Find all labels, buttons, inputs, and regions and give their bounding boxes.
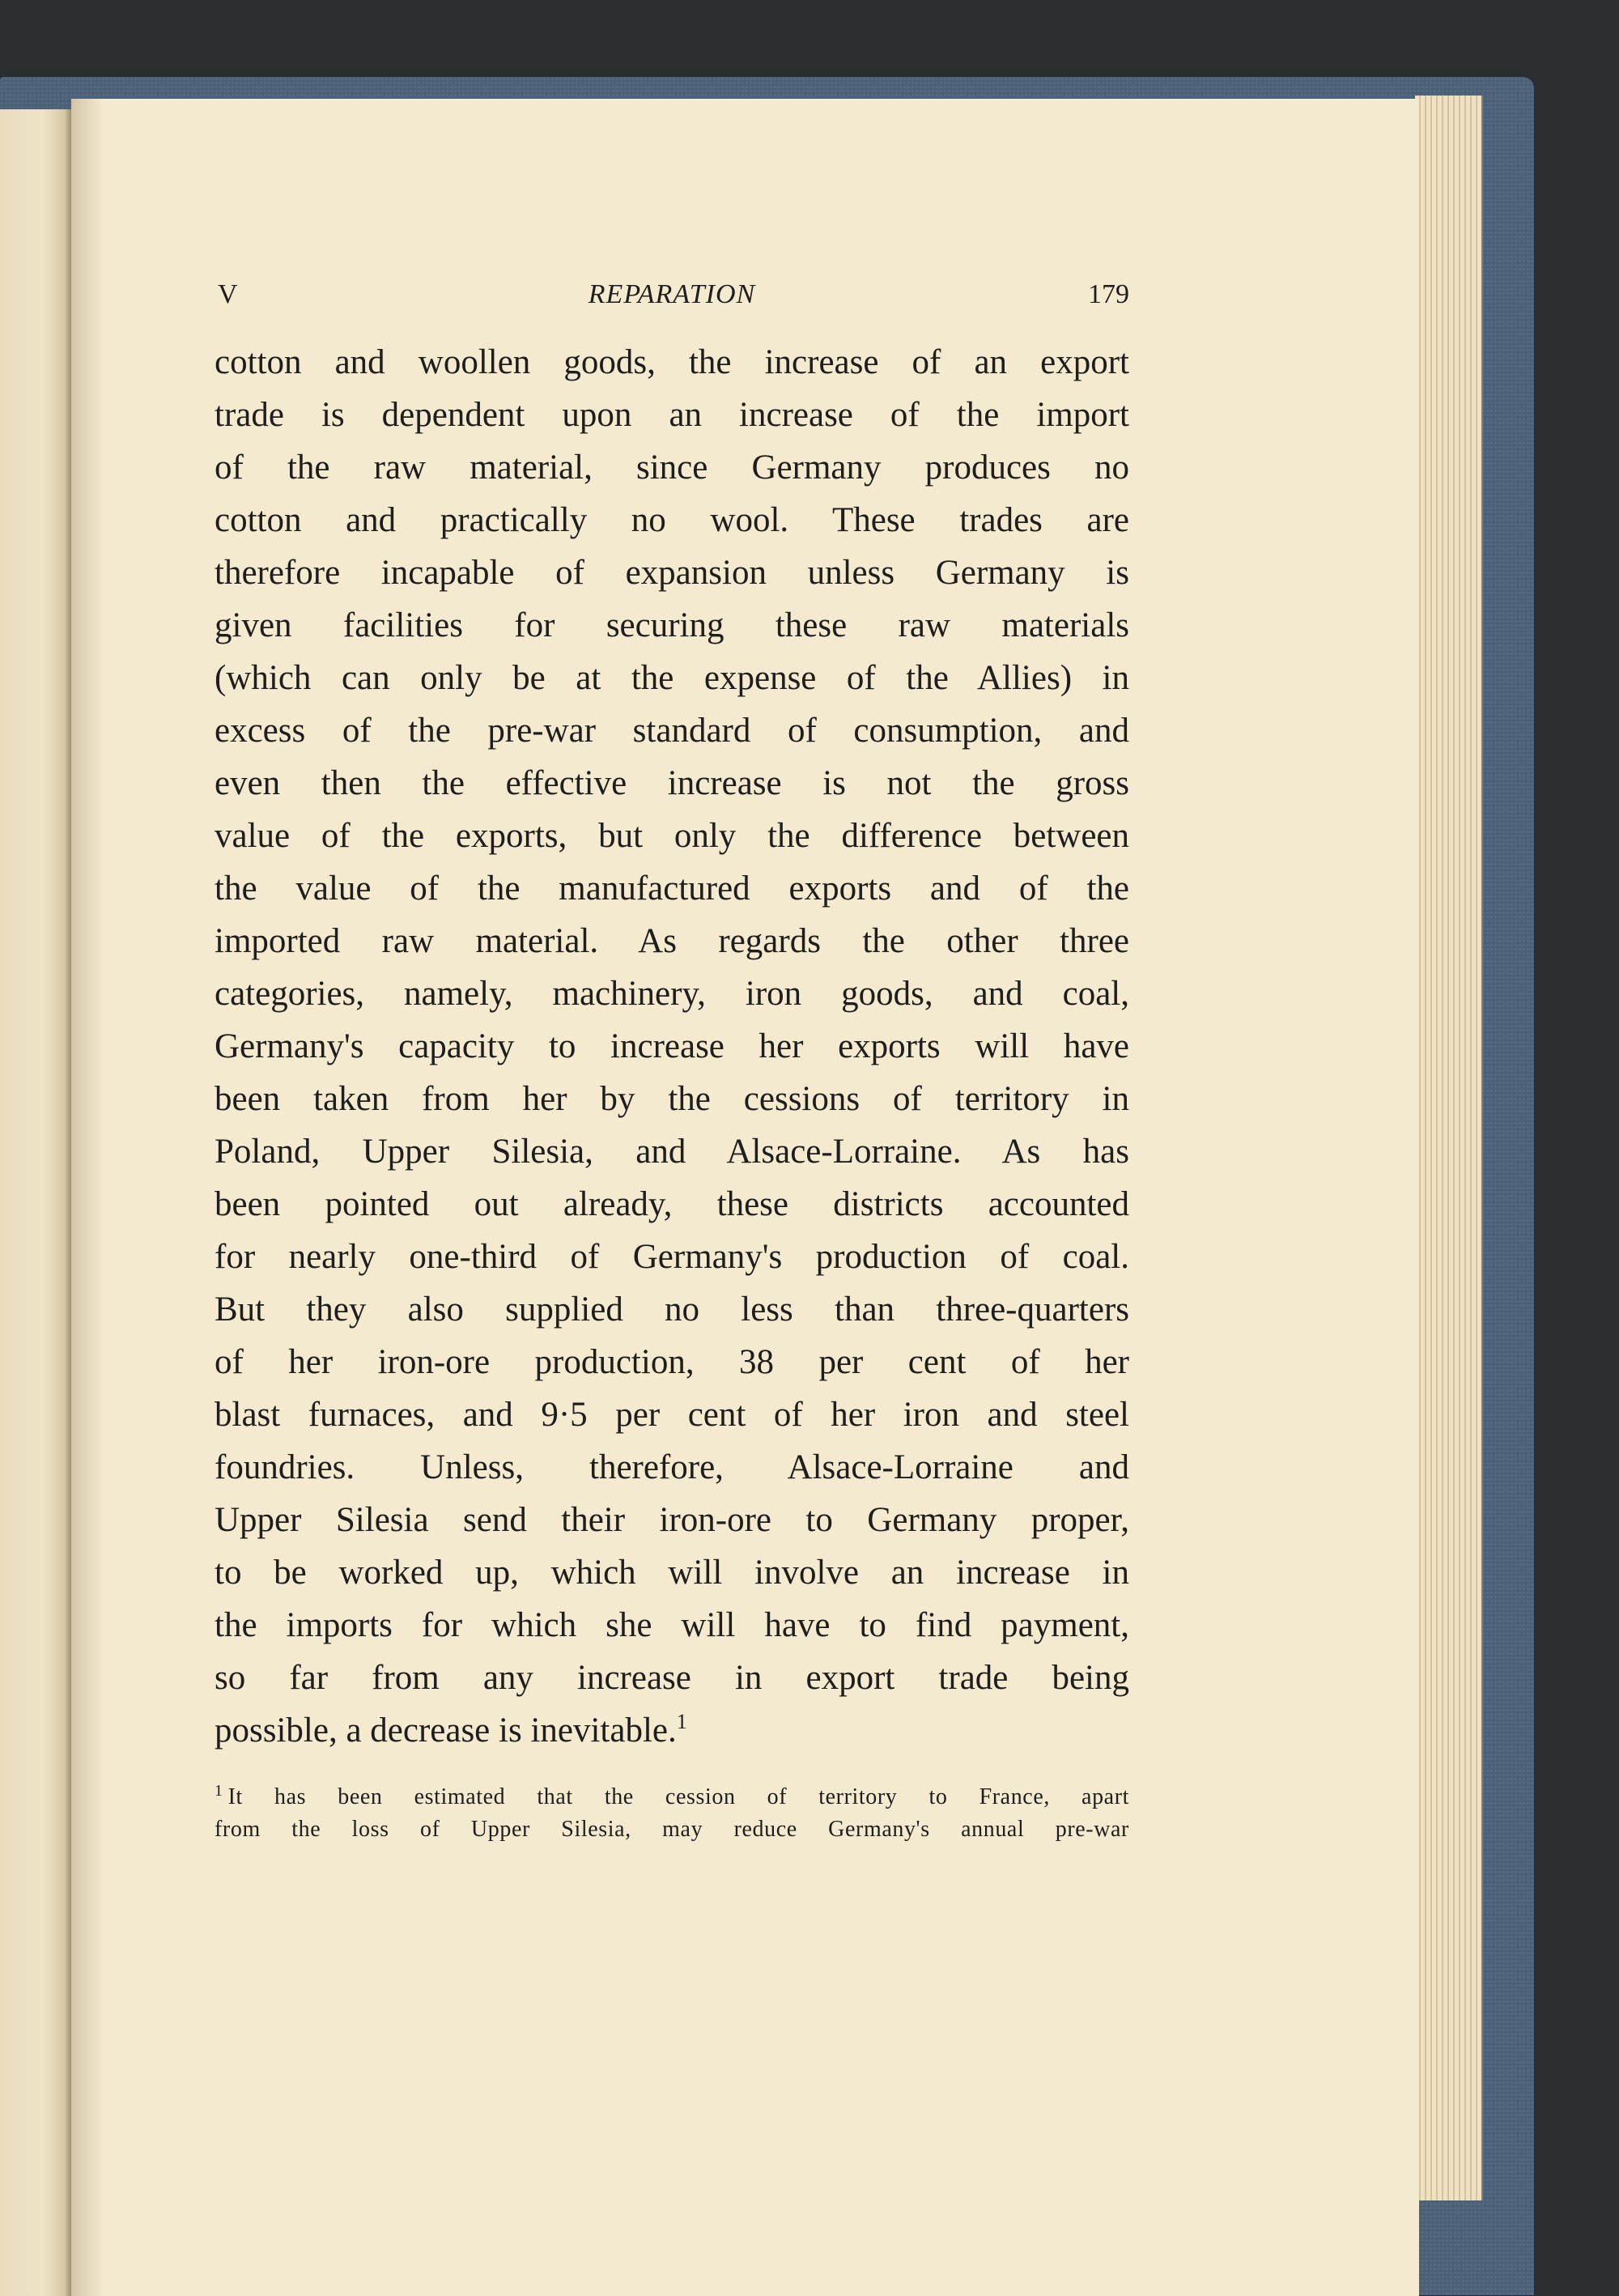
footnote-line: from the loss of Upper Silesia, may reduce Germany's annual pre-war (215, 1817, 1129, 1842)
text-line: categories, namely, machinery, iron goods, and coal, (215, 975, 1129, 1013)
text-line: foundries. Unless, therefore, Alsace-Lorraine and (215, 1448, 1129, 1486)
text-line: cotton and woollen goods, the increase of an export (215, 343, 1129, 381)
text-line: value of the exports, but only the difference between (215, 817, 1129, 855)
footnote-marker: 1 (215, 1782, 223, 1800)
text-line: imported raw material. As regards the other three (215, 922, 1129, 960)
page-fore-edge (1415, 96, 1483, 2200)
running-head (215, 279, 1129, 318)
footnote-text: It has been estimated that the cession of territory to France, apart (227, 1784, 1129, 1809)
text-line: so far from any increase in export trade being (215, 1659, 1129, 1697)
page-text-block (215, 279, 1129, 1846)
page-number: 179 (1088, 279, 1129, 309)
verso-page-edge (0, 109, 71, 2296)
text-line: Germany's capacity to increase her exports will have (215, 1027, 1129, 1065)
footnote-reference: 1 (676, 1710, 687, 1733)
text-line: Upper Silesia send their iron-ore to Germany proper, (215, 1501, 1129, 1539)
text-line: But they also supplied no less than three-quarters (215, 1290, 1129, 1329)
text-line: blast furnaces, and 9·5 per cent of her iron and steel (215, 1396, 1129, 1434)
text-line: of her iron-ore production, 38 per cent of her (215, 1343, 1129, 1381)
text-line: the imports for which she will have to find payment, (215, 1606, 1129, 1644)
text-line: given facilities for securing these raw materials (215, 606, 1129, 644)
footnote-line (215, 1781, 1129, 1813)
text-line: (which can only be at the expense of the Allies) in (215, 659, 1129, 697)
text-line: therefore incapable of expansion unless Germany is (215, 554, 1129, 592)
text-line: trade is dependent upon an increase of the import (215, 396, 1129, 434)
text-line: excess of the pre-war standard of consumption, and (215, 712, 1129, 750)
text-line: been pointed out already, these districts accounted (215, 1185, 1129, 1223)
text-line: been taken from her by the cessions of territory in (215, 1080, 1129, 1118)
text-line: to be worked up, which will involve an increase in (215, 1554, 1129, 1592)
text-line: Poland, Upper Silesia, and Alsace-Lorraine. As has (215, 1133, 1129, 1171)
text-line: of the raw material, since Germany produces no (215, 449, 1129, 487)
body-text (215, 336, 1129, 1757)
text-line: cotton and practically no wool. These trades are (215, 501, 1129, 539)
text-line: the value of the manufactured exports and of the (215, 870, 1129, 908)
running-title: REPARATION (588, 279, 756, 309)
text-line: for nearly one-third of Germany's production of coal. (215, 1238, 1129, 1276)
text-line: even then the effective increase is not the gross (215, 764, 1129, 802)
text-line-last (215, 1704, 1129, 1757)
text-line-content: possible, a decrease is inevitable. (215, 1711, 677, 1750)
chapter-number: V (218, 279, 238, 309)
footnote (215, 1781, 1129, 1846)
